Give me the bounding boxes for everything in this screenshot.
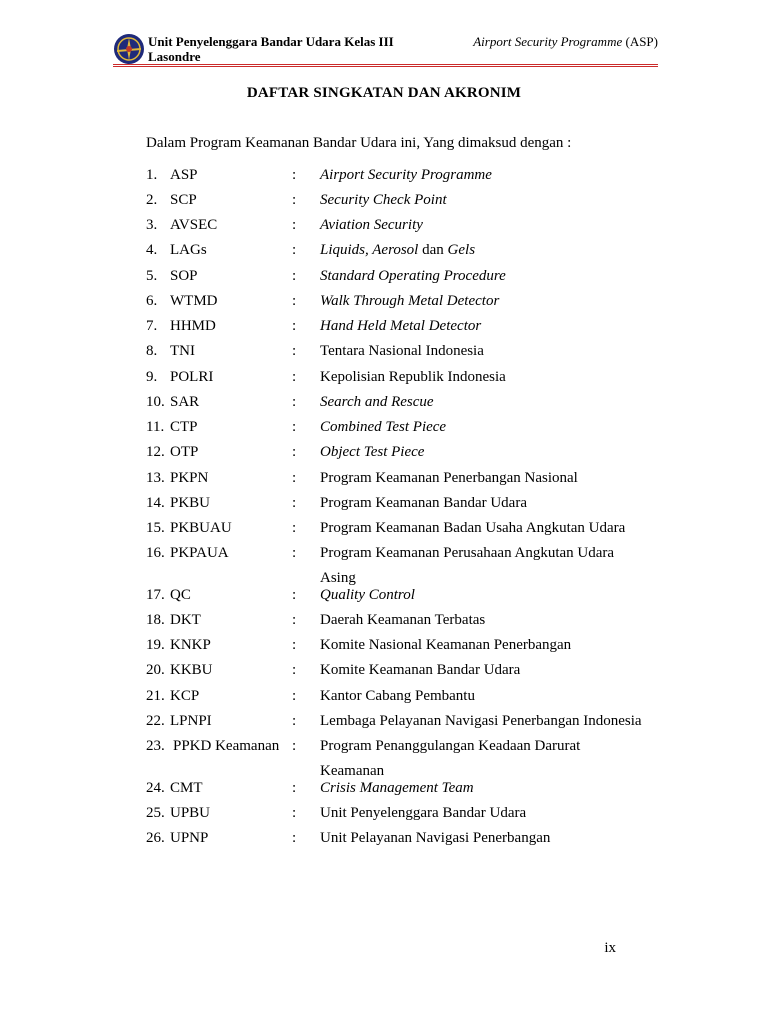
item-colon: : xyxy=(292,637,297,653)
item-abbreviation: CMT xyxy=(170,780,203,796)
item-abbreviation: PKPN xyxy=(170,470,209,486)
page-title: DAFTAR SINGKATAN DAN AKRONIM xyxy=(246,85,522,101)
item-colon: : xyxy=(292,662,297,678)
item-colon: : xyxy=(292,545,297,561)
item-colon: : xyxy=(292,369,297,385)
item-definition-line2: Keamanan xyxy=(320,763,385,779)
item-abbreviation: UPNP xyxy=(170,830,209,846)
item-number: 17. xyxy=(146,587,165,603)
item-definition-line2: Asing xyxy=(320,570,356,586)
intro-text: Dalam Program Keamanan Bandar Udara ini, Yang dimaksud dengan : xyxy=(146,135,572,151)
item-definition: Komite Nasional Keamanan Penerbangan xyxy=(320,637,572,653)
item-number: 19. xyxy=(146,637,165,653)
item-definition: Program Penanggulangan Keadaan Darurat xyxy=(320,738,581,754)
header-rule-secondary xyxy=(113,66,658,67)
item-colon: : xyxy=(292,520,297,536)
item-number: 11. xyxy=(146,419,165,435)
item-colon: : xyxy=(292,444,297,460)
item-abbreviation: KNKP xyxy=(170,637,211,653)
item-number: 14. xyxy=(146,495,165,511)
item-definition: Unit Pelayanan Navigasi Penerbangan xyxy=(320,830,551,846)
item-definition: Unit Penyelenggara Bandar Udara xyxy=(320,805,527,821)
page-number: ix xyxy=(604,940,616,956)
item-abbreviation: CTP xyxy=(170,419,198,435)
item-abbreviation: POLRI xyxy=(170,369,214,385)
item-colon: : xyxy=(292,780,297,796)
item-abbreviation: WTMD xyxy=(170,293,218,309)
item-number: 7. xyxy=(146,318,158,334)
item-colon: : xyxy=(292,293,297,309)
item-colon: : xyxy=(292,830,297,846)
item-definition: Search and Rescue xyxy=(320,394,434,410)
item-colon: : xyxy=(292,268,297,284)
item-number: 8. xyxy=(146,343,158,359)
item-number: 5. xyxy=(146,268,158,284)
item-number: 25. xyxy=(146,805,165,821)
item-abbreviation: ASP xyxy=(170,167,198,183)
item-abbreviation: SAR xyxy=(170,394,200,410)
item-abbreviation: SCP xyxy=(170,192,197,208)
item-number: 15. xyxy=(146,520,165,536)
item-definition: Walk Through Metal Detector xyxy=(320,293,500,309)
item-colon: : xyxy=(292,343,297,359)
item-colon: : xyxy=(292,713,297,729)
item-number: 4. xyxy=(146,242,158,258)
item-abbreviation: UPBU xyxy=(170,805,211,821)
header-doc-title-suffix: (ASP) xyxy=(622,34,658,49)
item-definition: Quality Control xyxy=(320,587,415,603)
item-definition: Object Test Piece xyxy=(320,444,425,460)
item-colon: : xyxy=(292,242,297,258)
item-definition: Aviation Security xyxy=(320,217,423,233)
item-number: 10. xyxy=(146,394,165,410)
item-colon: : xyxy=(292,318,297,334)
item-number: 24. xyxy=(146,780,165,796)
item-abbreviation: PKBUAU xyxy=(170,520,232,536)
item-number: 3. xyxy=(146,217,158,233)
item-colon: : xyxy=(292,688,297,704)
item-definition: Tentara Nasional Indonesia xyxy=(320,343,484,359)
item-number: 23. xyxy=(146,738,165,754)
item-abbreviation: TNI xyxy=(170,343,195,359)
item-definition: Lembaga Pelayanan Navigasi Penerbangan Indonesia xyxy=(320,713,642,729)
item-colon: : xyxy=(292,394,297,410)
item-definition: Program Keamanan Perusahaan Angkutan Udara xyxy=(320,545,615,561)
item-number: 18. xyxy=(146,612,165,628)
item-abbreviation: LAGs xyxy=(170,242,207,258)
item-definition: Kepolisian Republik Indonesia xyxy=(320,369,506,385)
item-abbreviation: LPNPI xyxy=(170,713,212,729)
item-colon: : xyxy=(292,217,297,233)
item-number: 20. xyxy=(146,662,165,678)
item-abbreviation: PKBU xyxy=(170,495,211,511)
item-colon: : xyxy=(292,587,297,603)
item-colon: : xyxy=(292,192,297,208)
item-definition: Combined Test Piece xyxy=(320,419,447,435)
item-number: 6. xyxy=(146,293,158,309)
header-rule xyxy=(113,64,658,65)
item-definition: Standard Operating Procedure xyxy=(320,268,506,284)
ministry-emblem-icon xyxy=(113,33,145,65)
item-abbreviation: KCP xyxy=(170,688,200,704)
header-org-line2: Lasondre xyxy=(148,49,201,64)
item-number: 26. xyxy=(146,830,165,846)
item-abbreviation: OTP xyxy=(170,444,199,460)
item-definition: Kantor Cabang Pembantu xyxy=(320,688,475,704)
header-org-line1: Unit Penyelenggara Bandar Udara Kelas III xyxy=(148,34,394,49)
item-number: 9. xyxy=(146,369,158,385)
item-definition: Airport Security Programme xyxy=(320,167,492,183)
item-abbreviation: KKBU xyxy=(170,662,213,678)
item-definition: Program Keamanan Penerbangan Nasional xyxy=(320,470,578,486)
item-abbreviation: QC xyxy=(170,587,191,603)
item-colon: : xyxy=(292,419,297,435)
item-abbreviation: AVSEC xyxy=(170,217,218,233)
item-number: 13. xyxy=(146,470,165,486)
item-abbreviation: PKPAUA xyxy=(170,545,229,561)
item-number: 16. xyxy=(146,545,165,561)
item-colon: : xyxy=(292,805,297,821)
item-abbreviation: DKT xyxy=(170,612,201,628)
item-colon: : xyxy=(292,167,297,183)
item-number: 21. xyxy=(146,688,165,704)
item-colon: : xyxy=(292,738,297,754)
item-number: 22. xyxy=(146,713,165,729)
item-definition: Program Keamanan Badan Usaha Angkutan Udara xyxy=(320,520,626,536)
item-definition: Security Check Point xyxy=(320,192,447,208)
item-number: 12. xyxy=(146,444,165,460)
item-number: 1. xyxy=(146,167,158,183)
item-definition: Komite Keamanan Bandar Udara xyxy=(320,662,521,678)
item-abbreviation: HHMD xyxy=(170,318,216,334)
header-document-title xyxy=(473,34,658,49)
item-colon: : xyxy=(292,470,297,486)
item-definition: Liquids, Aerosol dan Gels xyxy=(320,242,476,258)
item-definition: Daerah Keamanan Terbatas xyxy=(320,612,486,628)
item-abbreviation: SOP xyxy=(170,268,198,284)
item-definition: Program Keamanan Bandar Udara xyxy=(320,495,527,511)
header-doc-title-italic: Airport Security Programme xyxy=(473,34,623,49)
item-colon: : xyxy=(292,612,297,628)
item-abbreviation: PPKD Keamanan xyxy=(173,738,280,754)
item-number: 2. xyxy=(146,192,158,208)
header-organization xyxy=(148,34,394,64)
item-definition: Crisis Management Team xyxy=(320,780,474,796)
item-colon: : xyxy=(292,495,297,511)
item-definition: Hand Held Metal Detector xyxy=(320,318,482,334)
